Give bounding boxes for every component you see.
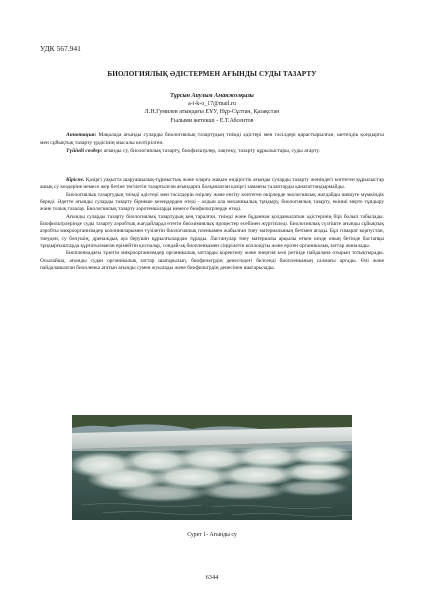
intro-paragraph bbox=[40, 177, 384, 192]
abstract-label: Аннотация: bbox=[66, 132, 97, 138]
author-affiliation: Л.Н.Гумилев атындағы ЕҰУ, Нұр-Сұлтан, Қазақстан bbox=[144, 109, 280, 116]
author-email[interactable]: a-i-k-o_17@mail.ru bbox=[187, 101, 236, 108]
keywords-text: ағынды су, биологиялық тазарту, биофильтрлер, лақтеку, тазарту құрылыстары, суды ағарту. bbox=[102, 148, 320, 154]
page-number: 6344 bbox=[205, 574, 219, 581]
body-text bbox=[40, 177, 384, 272]
author-block bbox=[40, 92, 384, 125]
wastewater-photo bbox=[72, 415, 352, 520]
paper-title: БИОЛОГИЯЛЫҚ ӘДІСТЕРМЕН АҒЫНДЫ СУДЫ ТАЗАРТУ bbox=[107, 70, 317, 78]
abstract-text: Мақалада ағынды суларды биологиялық тазартудың тиімді әдістері мен тәсілдері қарастырылған, шетелдік қондырғы мен сұйықтық тазарту үрдісінің мысалы келтірілген. bbox=[40, 132, 384, 146]
body-paragraph-4: Биопленкадағы тұзетін микроорганизмдер органикалық заттарды қоректену және энергия көзі ретінде пайдалана отырып тотықтырады. Осылайша, ағынды судан органикалық заттар шығарылып, биофильтрдің денесіндегі белсенді биопленканың салмағы артады. Өлі және пайдаланылған биопленка ағатын ағынды сумен жуылады және биофильтрдің денесінен шығарылады. bbox=[40, 250, 384, 272]
figure-caption: Сурет 1- Ағынды су bbox=[187, 532, 237, 538]
abstract-paragraph bbox=[40, 131, 384, 147]
udk-code: УДК 567.941 bbox=[40, 44, 81, 53]
keywords-paragraph bbox=[40, 147, 384, 155]
keywords-label: Түйінді сөздер: bbox=[66, 148, 103, 154]
author-name: Тұрсын Аиулым Аманжолқызы bbox=[170, 93, 254, 99]
abstract-section bbox=[40, 131, 384, 155]
body-paragraph-3: Ағынды суларды тазарту биологиялық тазартудың кең таралған, тиімді және бұданнан қолданылатын әдістерінің бірі болып табылады. Биофильтрлерінде суды тазарту аэробтық жағдайларда өтетін биохимиялық процестер есебінен жүргізіледі. Биологиялық сүзгіште ағынды сұйықтық аэробты микроорганизмдер колонияларымен түзілетін биологиялық пленкамен жабылған тиеу материалының бетімен ағады. Бұл гимарат корпустан, тиеуден, су бөлушің, дренаждық ауа берушін құрылғылардан тұрады. Ластанулар тиеу материалы арқылы өткен кезде оның бетінде бастапқы тұндырғыштарда құрғатылмаған ерімейтін қоспалар, сондай-ақ биопленкамен сіңірілетін коллоидты және еріген органикалық заттар жиналады. bbox=[40, 213, 384, 250]
intro-text: Қазіргі уақытта шаруашылық-тұрмыстық және оларға жақын өндірістік ағынды суларды тазарту жөніндегі көптеген құрылыстар ашық су көздеріне немесе жер бетіне төгілетін тазартылған ағындарға балқаналған қазіргі заманғы талаптарды қанағаттандырмайды. bbox=[40, 177, 384, 191]
body-paragraph-2: Биологиялық тазартудың тиімді әдістері мен тәсілдерін өзірлеу және енгізу көптеген өкірлерде экологиялық жағдайды шешуге мүмкіндік береді. Әдетте ағынды суларды тазарту бірнеше кезеңдерден өтеді - алдын ала механикалық тұндыру, биологиялық тазарту, екінші мерте тұндыру және толық тазалау. Биологиялық тазарту аэротенкаларда немесе биофильтрлерде өтеді. bbox=[40, 191, 384, 213]
intro-label: Кіріспе. bbox=[66, 177, 85, 183]
wastewater-photo-image bbox=[72, 415, 352, 520]
supervisor: Ғылыми жетекші - Е.Т.Абсентов bbox=[170, 117, 254, 124]
